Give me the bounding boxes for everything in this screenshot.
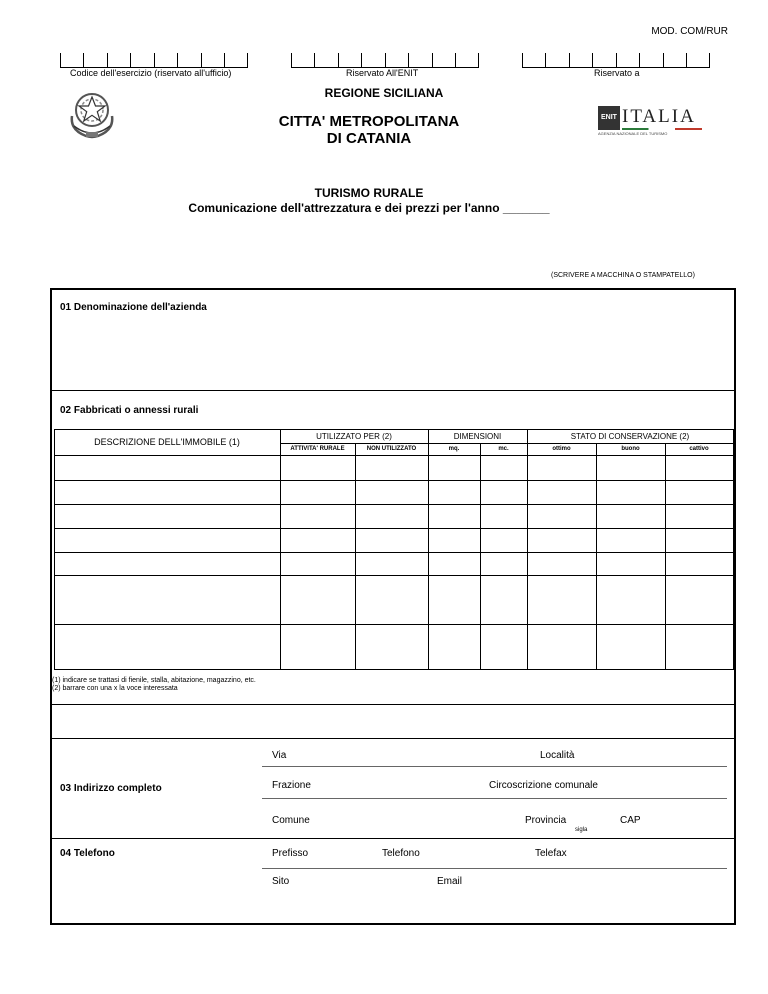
section-03-label: 03 Indirizzo completo	[60, 783, 162, 794]
enit-code-field[interactable]	[291, 53, 479, 68]
comune-label: Comune	[272, 815, 310, 826]
write-instruction: (SCRIVERE A MACCHINA O STAMPATELLO)	[551, 272, 695, 279]
subcol-sqm: mq.	[448, 446, 460, 452]
model-code: MOD. COM/RUR	[651, 26, 728, 37]
via-label: Via	[272, 750, 287, 761]
col-dimensions-header: DIMENSIONI	[453, 432, 502, 441]
section-04-label: 04 Telefono	[60, 848, 115, 859]
subcol-cubic-m: mc.	[498, 446, 509, 452]
table-row[interactable]	[55, 553, 733, 575]
via-field-line[interactable]	[262, 766, 727, 767]
section-02-divider-bottom	[50, 738, 736, 739]
footnote-2: (2) barrare con una x la voce interessata	[52, 685, 178, 692]
form-border-bottom	[50, 923, 736, 925]
city-name-line1: CITTA' METROPOLITANA	[278, 113, 460, 130]
sito-label: Sito	[272, 876, 290, 887]
sigla-label: sigla	[575, 827, 588, 833]
enit-code-caption: Riservato All'ENIT	[346, 68, 419, 78]
company-name-field[interactable]	[58, 318, 728, 388]
email-field[interactable]	[430, 890, 726, 910]
footnote-1: (1) indicare se trattasi di fienile, stalla, abitazione, magazzino, etc.	[52, 677, 256, 684]
subcol-rural-activity: ATTIVITA' RURALE	[290, 446, 345, 452]
table-row[interactable]	[55, 481, 733, 504]
form-border-right	[734, 288, 736, 925]
region-name: REGIONE SICILIANA	[324, 86, 444, 100]
subcol-good: buono	[621, 446, 640, 452]
form-subtitle: Comunicazione dell'attrezzatura e dei prezzi per l'anno _______	[188, 201, 550, 215]
cap-label: CAP	[620, 815, 641, 826]
telefax-label: Telefax	[535, 848, 567, 859]
office-code-caption: Codice dell'esercizio (riservato all'ufficio)	[70, 68, 232, 78]
form-border-left	[50, 288, 52, 925]
phone-field-line[interactable]	[262, 868, 727, 869]
frazione-field-line[interactable]	[262, 798, 727, 799]
italia-subtitle: AGENZIA NAZIONALE DEL TURISMO	[598, 131, 668, 136]
table-row[interactable]	[55, 529, 733, 552]
subcol-poor: cattivo	[689, 446, 709, 452]
circoscrizione-label: Circoscrizione comunale	[489, 780, 598, 791]
telefono-label: Telefono	[382, 848, 420, 859]
form-title: TURISMO RURALE	[314, 186, 424, 200]
section-03-divider	[50, 838, 736, 839]
col-condition-header: STATO DI CONSERVAZIONE (2)	[570, 432, 690, 441]
table-row[interactable]	[55, 456, 733, 480]
frazione-label: Frazione	[272, 780, 311, 791]
prefisso-label: Prefisso	[272, 848, 309, 859]
table-row[interactable]	[55, 625, 733, 669]
form-border-top	[50, 288, 736, 290]
city-name-line2: DI CATANIA	[326, 130, 412, 147]
section-01-divider	[50, 390, 736, 391]
enit-italia-logo	[596, 104, 706, 138]
subcol-excellent: ottimo	[552, 446, 571, 452]
email-label: Email	[437, 876, 463, 887]
reserved-code-field[interactable]	[522, 53, 710, 68]
table-row[interactable]	[55, 576, 733, 624]
section-02-divider-top	[50, 704, 736, 705]
office-code-field[interactable]	[60, 53, 248, 68]
enit-badge: ENIT	[598, 106, 620, 130]
provincia-label: Provincia	[525, 815, 567, 826]
section-01-label: 01 Denominazione dell'azienda	[60, 302, 207, 313]
reserved-code-caption: Riservato a	[594, 68, 640, 78]
table-row[interactable]	[55, 505, 733, 528]
col-used-for-header: UTILIZZATO PER (2)	[316, 432, 392, 441]
italia-wordmark: ITALIA	[622, 106, 696, 127]
col-description-header: DESCRIZIONE DELL'IMMOBILE (1)	[94, 437, 240, 447]
buildings-table	[54, 429, 734, 670]
localita-label: Località	[540, 750, 575, 761]
sito-field[interactable]	[262, 890, 422, 910]
subcol-not-used: NON UTILIZZATO	[366, 446, 417, 452]
section-02-label: 02 Fabbricati o annessi rurali	[60, 405, 199, 416]
italia-flag-stripe	[622, 128, 702, 130]
